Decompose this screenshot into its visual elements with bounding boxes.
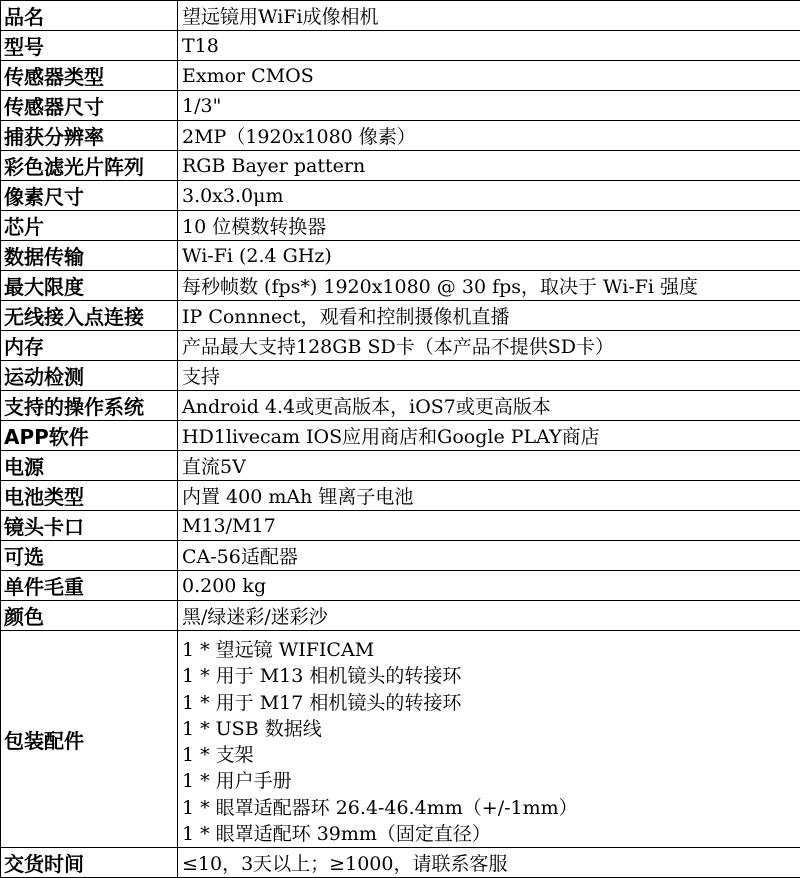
spec-row xyxy=(1,211,800,241)
package-item: 1 * 眼罩适配器环 26.4-46.4mm（+/-1mm） xyxy=(182,795,800,821)
spec-key: 型号 xyxy=(1,31,178,61)
spec-key: 品名 xyxy=(1,1,178,31)
spec-row xyxy=(1,601,800,631)
spec-value: 2MP（1920x1080 像素） xyxy=(178,121,800,151)
spec-row xyxy=(1,91,800,121)
spec-value: 10 位模数转换器 xyxy=(178,211,800,241)
spec-key: 像素尺寸 xyxy=(1,181,178,211)
spec-key: 数据传输 xyxy=(1,241,178,271)
spec-key: 电池类型 xyxy=(1,481,178,511)
package-item: 1 * 支架 xyxy=(182,742,800,768)
spec-value: CA-56适配器 xyxy=(178,541,800,571)
package-list xyxy=(178,631,800,848)
spec-value: 每秒帧数 (fps*) 1920x1080 @ 30 fps，取决于 Wi-Fi 强度 xyxy=(178,271,800,301)
spec-value: Exmor CMOS xyxy=(178,61,800,91)
spec-row xyxy=(1,481,800,511)
spec-row xyxy=(1,391,800,421)
spec-key: 单件毛重 xyxy=(1,571,178,601)
spec-key: 捕获分辨率 xyxy=(1,121,178,151)
spec-key: 彩色滤光片阵列 xyxy=(1,151,178,181)
spec-row xyxy=(1,181,800,211)
spec-value: 望远镜用WiFi成像相机 xyxy=(178,1,800,31)
spec-key: 运动检测 xyxy=(1,361,178,391)
spec-row xyxy=(1,151,800,181)
spec-row xyxy=(1,541,800,571)
spec-row xyxy=(1,331,800,361)
package-item: 1 * 用于 M17 相机镜头的转接环 xyxy=(182,690,800,716)
spec-value: 产品最大支持128GB SD卡（本产品不提供SD卡） xyxy=(178,331,800,361)
spec-value: IP Connnect，观看和控制摄像机直播 xyxy=(178,301,800,331)
spec-row xyxy=(1,421,800,451)
spec-key: APP软件 xyxy=(1,421,178,451)
package-item: 1 * 望远镜 WIFICAM xyxy=(182,637,800,663)
spec-value: HD1livecam IOS应用商店和Google PLAY商店 xyxy=(178,421,800,451)
spec-row xyxy=(1,361,800,391)
spec-value: 0.200 kg xyxy=(178,571,800,601)
spec-value: 内置 400 mAh 锂离子电池 xyxy=(178,481,800,511)
spec-value: Android 4.4或更高版本，iOS7或更高版本 xyxy=(178,391,800,421)
spec-key: 交货时间 xyxy=(1,848,178,878)
spec-key: 传感器类型 xyxy=(1,61,178,91)
spec-value: T18 xyxy=(178,31,800,61)
package-item: 1 * USB 数据线 xyxy=(182,716,800,742)
spec-row xyxy=(1,241,800,271)
spec-key: 电源 xyxy=(1,451,178,481)
package-key: 包装配件 xyxy=(1,631,178,848)
spec-key: 可选 xyxy=(1,541,178,571)
spec-key: 支持的操作系统 xyxy=(1,391,178,421)
spec-row xyxy=(1,121,800,151)
spec-row xyxy=(1,1,800,31)
spec-row xyxy=(1,301,800,331)
spec-row xyxy=(1,31,800,61)
spec-row xyxy=(1,61,800,91)
spec-value: Wi-Fi (2.4 GHz) xyxy=(178,241,800,271)
spec-value: 黑/绿迷彩/迷彩沙 xyxy=(178,601,800,631)
spec-key: 无线接入点连接 xyxy=(1,301,178,331)
spec-key: 最大限度 xyxy=(1,271,178,301)
spec-key: 颜色 xyxy=(1,601,178,631)
spec-key: 镜头卡口 xyxy=(1,511,178,541)
package-item: 1 * 用户手册 xyxy=(182,768,800,794)
spec-row xyxy=(1,511,800,541)
spec-value: M13/M17 xyxy=(178,511,800,541)
spec-row xyxy=(1,848,800,878)
spec-key: 传感器尺寸 xyxy=(1,91,178,121)
package-item: 1 * 用于 M13 相机镜头的转接环 xyxy=(182,663,800,689)
spec-row xyxy=(1,451,800,481)
spec-value: RGB Bayer pattern xyxy=(178,151,800,181)
spec-row xyxy=(1,271,800,301)
spec-body xyxy=(1,1,800,878)
package-item: 1 * 眼罩适配环 39mm（固定直径） xyxy=(182,821,800,847)
spec-value: 直流5V xyxy=(178,451,800,481)
package-row xyxy=(1,631,800,848)
spec-value: 1/3" xyxy=(178,91,800,121)
spec-row xyxy=(1,571,800,601)
spec-key: 内存 xyxy=(1,331,178,361)
spec-value: ≤10，3天以上；≥1000，请联系客服 xyxy=(178,848,800,878)
spec-key: 芯片 xyxy=(1,211,178,241)
spec-value: 3.0x3.0μm xyxy=(178,181,800,211)
spec-value: 支持 xyxy=(178,361,800,391)
